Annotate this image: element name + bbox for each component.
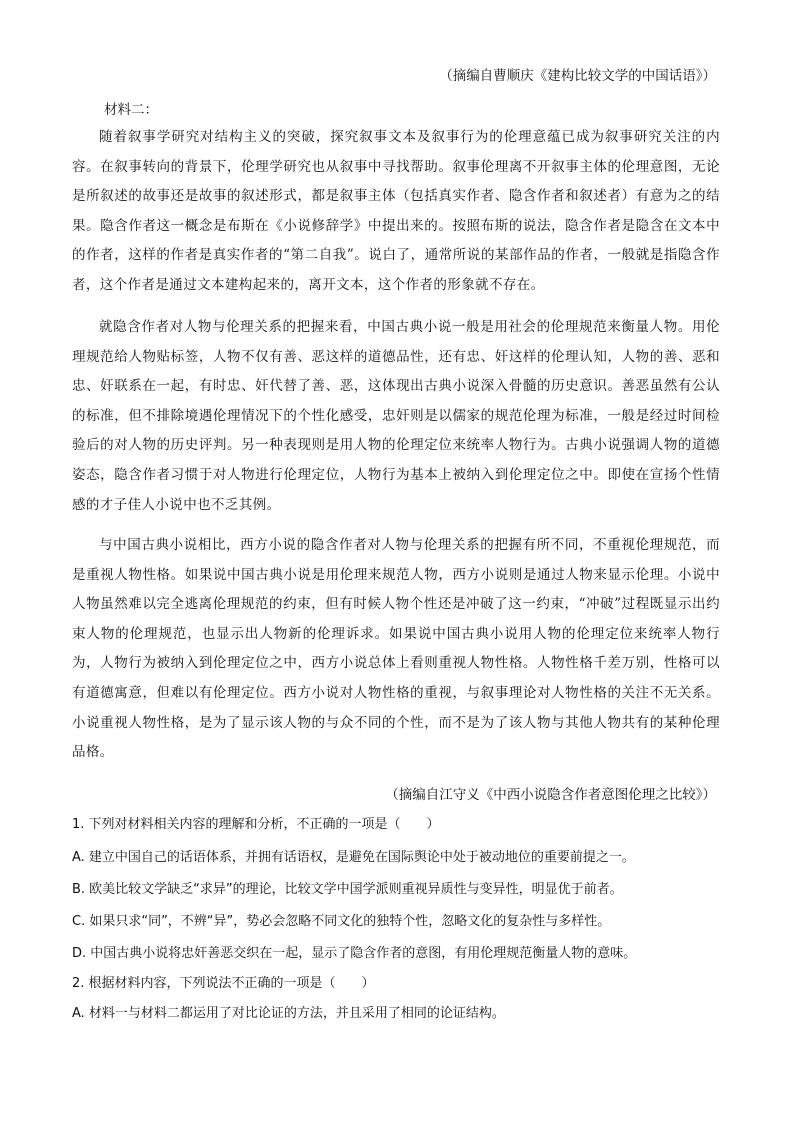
question-1-option-b: B. 欧美比较文学缺乏“求异”的理论，比较文学中国学派则重视异质性与变异性，明显优于前者。 bbox=[72, 882, 623, 897]
question-2-stem: 2. 根据材料内容，下列说法不正确的一项是（ ） bbox=[72, 976, 375, 991]
question-1-stem: 1. 下列对材料相关内容的理解和分析，不正确的一项是（ ） bbox=[72, 817, 440, 832]
material2-paragraph-1: 随着叙事学研究对结构主义的突破，探究叙事文本及叙事行为的伦理意蕴已成为叙事研究关注的内容。在叙事转向的背景下，伦理学研究也从叙事中寻找帮助。叙事伦理离不开叙事主体的伦理意图，无论是所叙述的故事还是故事的叙述形式，都是叙事主体（包括真实作者、隐含作者和叙述者）有意为之的结果。隐含作者这一概念是布斯在《小说修辞学》中提出来的。按照布斯的说法，隐含作者是隐含在文本中的作者，这样的作者是真实作者的“第二自我”。说白了，通常所说的某部作品的作者，一般就是指隐含作者，这个作者是通过文本建构起来的，离开文本，这个作者的形象就不存在。 bbox=[72, 129, 720, 293]
material2-label: 材料二： bbox=[104, 102, 158, 118]
question-2-option-a: A. 材料一与材料二都运用了对比论证的方法，并且采用了相同的论证结构。 bbox=[72, 1006, 505, 1021]
question-1-option-c: C. 如果只求“同”，不辨“异”，势必会忽略不同文化的独特个性，忽略文化的复杂性与多样性。 bbox=[72, 914, 611, 929]
material2-paragraph-2: 就隐含作者对人物与伦理关系的把握来看，中国古典小说一般是用社会的伦理规范来衡量人物。用伦理规范给人物贴标签，人物不仅有善、恶这样的道德品性，还有忠、奸这样的伦理认知，人物的善、恶和忠、奸联系在一起，有时忠、奸代替了善、恶，这体现出古典小说深入骨髓的历史意识。善恶虽然有公认的标准，但不排除境遇伦理情况下的个性化感受，忠奸则是以儒家的规范伦理为标准，一般是经过时间检验后的对人物的历史评判。另一种表现则是用人物的伦理定位来统率人物行为。古典小说强调人物的道德姿态，隐含作者习惯于对人物进行伦理定位，人物行为基本上被纳入到伦理定位之中。即使在宣扬个性情感的才子佳人小说中也不乏其例。 bbox=[72, 319, 720, 513]
material2-paragraph-3: 与中国古典小说相比，西方小说的隐含作者对人物与伦理关系的把握有所不同，不重视伦理规范，而是重视人物性格。如果说中国古典小说是用伦理来规范人物，西方小说则是通过人物来显示伦理。小说中人物虽然难以完全逃离伦理规范的约束，但有时候人物个性还是冲破了这一约束，“冲破”过程既显示出约束人物的伦理规范，也显示出人物新的伦理诉求。如果说中国古典小说用人物的伦理定位来统率人物行为，人物行为被纳入到伦理定位之中，西方小说总体上看则重视人物性格。人物性格千差万别，性格可以有道德寓意，但难以有伦理定位。西方小说对人物性格的重视，与叙事理论对人物性格的关注不无关系。小说重视人物性格，是为了显示该人物的与众不同的个性，而不是为了该人物与其他人物共有的某种伦理品格。 bbox=[72, 537, 720, 761]
question-1-option-a: A. 建立中国自己的话语体系，并拥有话语权，是避免在国际舆论中处于被动地位的重要前提之一。 bbox=[72, 850, 635, 865]
material2-source: （摘编自江守义《中西小说隐含作者意图伦理之比较》） bbox=[385, 787, 716, 803]
question-1-option-d: D. 中国古典小说将忠奸善恶交织在一起，显示了隐含作者的意图，有用伦理规范衡量人物的意味。 bbox=[72, 946, 637, 961]
material1-source: （摘编自曹顺庆《建构比较文学的中国话语》） bbox=[439, 68, 716, 84]
